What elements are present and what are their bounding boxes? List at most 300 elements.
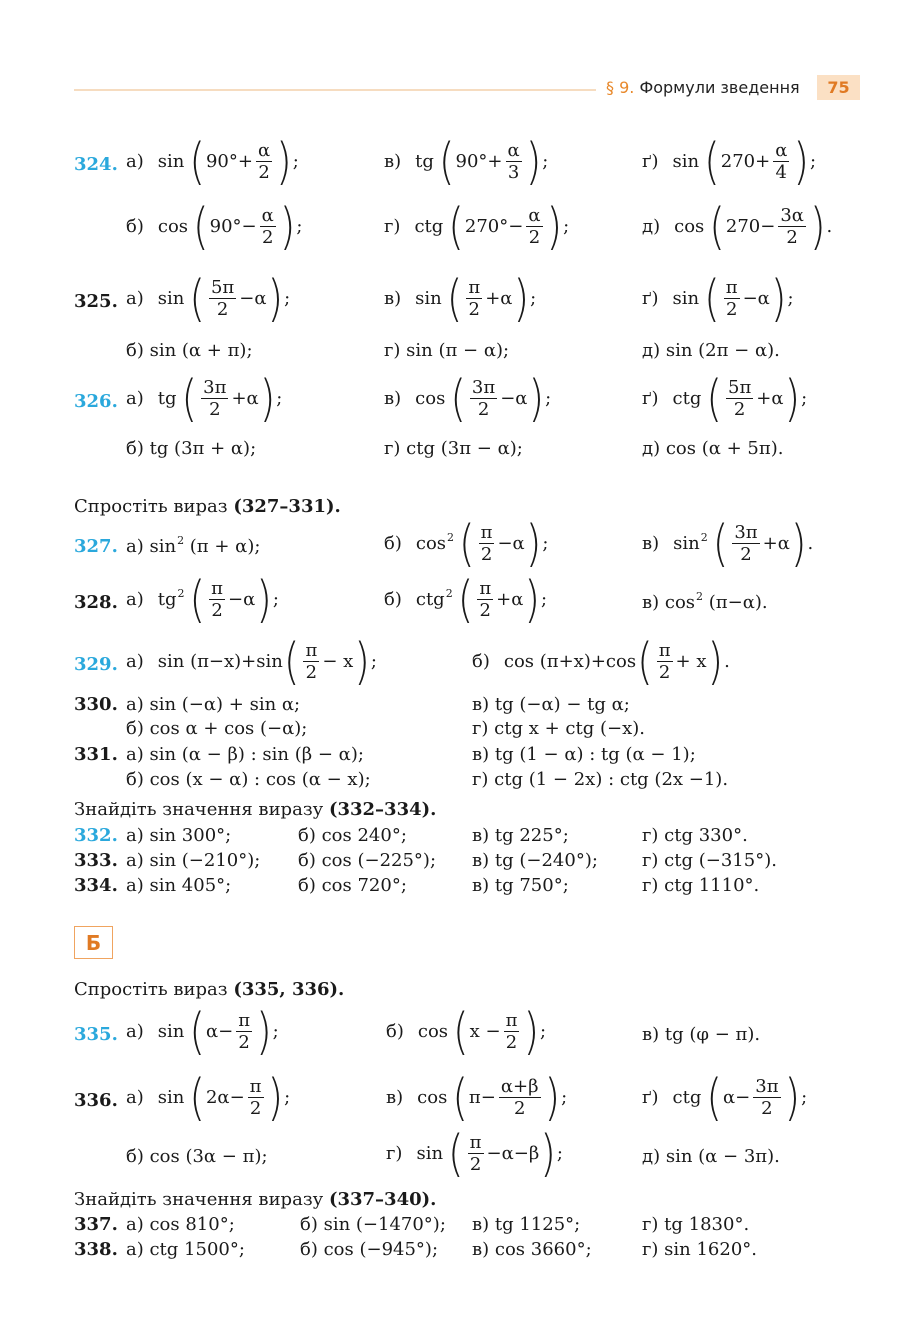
right-paren: )	[276, 132, 292, 191]
left-paren: (	[193, 197, 209, 256]
ex-332-a: а) sin 300°;	[126, 825, 232, 846]
punctuation: ;	[801, 388, 808, 409]
ex-338-a: а) ctg 1500°;	[126, 1239, 245, 1260]
punctuation: ;	[296, 216, 303, 237]
left-paren: (	[452, 1068, 468, 1127]
expr-pre: 90°+	[205, 151, 253, 172]
ex-334-a: а) sin 405°;	[126, 875, 232, 896]
left-paren: (	[446, 269, 463, 328]
expr-pre: 270+	[720, 151, 771, 172]
exercise-number-335: 335.	[74, 1024, 118, 1045]
punctuation: ;	[545, 388, 552, 409]
punctuation: ;	[284, 1087, 291, 1108]
numerator: π	[305, 640, 318, 661]
exponent-2: 2	[445, 587, 453, 600]
punctuation: ;	[542, 533, 549, 554]
item-label: д)	[642, 216, 661, 237]
numerator: α	[528, 205, 541, 226]
left-paren: (	[438, 132, 455, 191]
ex-327-v	[642, 514, 814, 573]
function-name: cos	[417, 1087, 448, 1108]
expr-post: −α	[227, 589, 256, 610]
numerator: 3π	[734, 522, 758, 543]
instruction-text: Спростіть вираз	[74, 979, 234, 1000]
right-paren: )	[793, 132, 809, 191]
ex-332-v: в) tg 225°;	[472, 825, 569, 846]
ex-330-b: б) cos α + cos (−α);	[126, 718, 308, 739]
function-name: cos	[415, 388, 446, 409]
denominator: 2	[725, 299, 738, 320]
numerator: π	[469, 1132, 482, 1153]
exponent-2: 2	[700, 531, 708, 544]
right-paren: )	[525, 132, 542, 191]
exercise-number-337: 337.	[74, 1214, 118, 1235]
denominator: 2	[740, 544, 752, 565]
right-paren: )	[540, 1124, 556, 1183]
instruction-simplify-1	[74, 496, 341, 517]
ex-338-b: б) cos (−945°);	[300, 1239, 439, 1260]
denominator: 3	[507, 162, 520, 183]
expr-post: +α	[756, 388, 784, 409]
item-label: г)	[384, 216, 401, 237]
ex-326-d: д) cos (α + 5π).	[642, 438, 784, 459]
expr-pre: 90°+	[455, 151, 503, 172]
fraction	[753, 1076, 780, 1119]
function-name: $\cos^2$	[415, 531, 455, 554]
punctuation: ;	[801, 1087, 808, 1108]
punctuation: ;	[292, 151, 299, 172]
numerator: 3π	[471, 377, 496, 398]
fraction	[506, 140, 522, 183]
denominator: 2	[468, 299, 480, 320]
expr-post: +α	[496, 589, 524, 610]
ex-330-v: в) tg (−α) − tg α;	[472, 694, 630, 715]
ex-328-a	[126, 570, 279, 629]
numerator: π	[505, 1010, 518, 1031]
ex-324-g1	[642, 132, 817, 191]
fraction	[499, 1076, 541, 1119]
ex-329-b	[472, 632, 730, 691]
level-b-badge: Б	[74, 926, 113, 959]
item-label: а)	[126, 651, 144, 672]
ex-337-g: г) tg 1830°.	[642, 1214, 750, 1235]
left-paren: (	[448, 197, 464, 256]
ex-334-b: б) cos 720°;	[298, 875, 407, 896]
ex-326-g: г) ctg (3π − α);	[384, 438, 523, 459]
exercise-number-331: 331.	[74, 744, 118, 765]
ex-331-v: в) tg (1 − α) : tg (α − 1);	[472, 744, 696, 765]
left-paren: (	[189, 269, 205, 328]
fraction	[778, 205, 806, 248]
ex-325-g: г) sin (π − α);	[384, 340, 510, 361]
denominator: 2	[658, 662, 671, 683]
left-paren: (	[709, 197, 725, 256]
function-name: cos	[674, 216, 705, 237]
numerator: π	[468, 277, 481, 298]
exercise-number-336: 336.	[74, 1090, 118, 1111]
left-paren: (	[189, 570, 206, 629]
ex-337-v: в) tg 1125°;	[472, 1214, 581, 1235]
left-paren: (	[457, 570, 474, 629]
punctuation: ;	[563, 216, 570, 237]
right-paren: )	[770, 269, 787, 328]
fraction	[468, 1132, 484, 1175]
ex-326-b: б) tg (3π + α);	[126, 438, 257, 459]
numerator: π	[238, 1010, 251, 1031]
function-name: sin	[672, 288, 700, 309]
fraction	[466, 277, 482, 320]
function-name: sin	[157, 1087, 185, 1108]
numerator: π	[249, 1076, 262, 1097]
left-paren: (	[706, 369, 722, 428]
ex-325-g1	[642, 269, 794, 328]
expr-pre: 90°−	[209, 216, 257, 237]
ex-330-g: г) ctg x + ctg (−x).	[472, 718, 645, 739]
punctuation: ;	[370, 651, 377, 672]
expr-post: +α	[231, 388, 259, 409]
function-name: sin	[157, 151, 185, 172]
header-rule	[74, 89, 596, 91]
denominator: 2	[261, 227, 274, 248]
fraction	[248, 1076, 264, 1119]
item-label: б)	[126, 216, 144, 237]
item-label: в)	[384, 288, 402, 309]
denominator: 2	[216, 299, 229, 320]
ex-336-b: б) cos (3α − π);	[126, 1146, 268, 1167]
item-label: б)	[472, 651, 490, 672]
fraction	[504, 1010, 520, 1053]
section-title: Формули зведення	[639, 78, 800, 97]
denominator: 2	[505, 1032, 518, 1053]
item-label: в)	[386, 1087, 404, 1108]
expr-pre: x −	[469, 1021, 501, 1042]
denominator: 2	[209, 399, 221, 420]
function-name: ctg	[672, 1087, 702, 1108]
numerator: 5π	[210, 277, 235, 298]
denominator: 2	[211, 600, 223, 621]
right-paren: )	[790, 514, 807, 573]
right-paren: )	[354, 632, 370, 691]
expr-post: −α	[239, 288, 267, 309]
expr-lead: sin (π−x)+sin	[157, 651, 283, 672]
ex-338-g: г) sin 1620°.	[642, 1239, 758, 1260]
page-number: 75	[817, 75, 860, 100]
function-name: cos	[417, 1021, 449, 1042]
item-label: ґ)	[642, 288, 659, 309]
punctuation: ;	[541, 589, 548, 610]
ex-326-v	[384, 369, 552, 428]
ex-325-v	[384, 269, 537, 328]
fraction	[479, 522, 495, 565]
instruction-find-1	[74, 799, 436, 820]
right-paren: )	[279, 197, 296, 256]
left-paren: (	[283, 632, 300, 691]
ex-325-a	[126, 269, 291, 328]
instruction-range: (335, 336).	[233, 979, 345, 1000]
expr-pre: α−	[205, 1021, 234, 1042]
denominator: 2	[469, 1154, 482, 1175]
exercise-number-330: 330.	[74, 694, 118, 715]
function-name: ctg$^2$	[415, 587, 453, 610]
punctuation: ;	[561, 1087, 568, 1108]
denominator: 2	[477, 399, 490, 420]
denominator: 2	[761, 1098, 773, 1119]
fraction	[526, 205, 542, 248]
numerator: π	[479, 578, 492, 599]
expr-pre: α−	[723, 1087, 751, 1108]
left-paren: (	[189, 1068, 205, 1127]
ex-336-a	[126, 1068, 291, 1127]
denominator: 2	[479, 600, 491, 621]
ex-325-b: б) sin (α + π);	[126, 340, 253, 361]
fraction	[209, 277, 236, 320]
numerator: π	[658, 640, 671, 661]
fraction	[236, 1010, 252, 1053]
expr-post: +α	[485, 288, 513, 309]
denominator: 4	[775, 162, 787, 183]
punctuation: ;	[530, 288, 537, 309]
ex-324-a	[126, 132, 299, 191]
expr-pre: 270°−	[464, 216, 524, 237]
item-label: в)	[384, 388, 402, 409]
punctuation: ;	[272, 1021, 279, 1042]
ex-335-v: в) tg (φ − π).	[642, 1024, 761, 1045]
function-name: cos	[157, 216, 189, 237]
fraction	[477, 578, 493, 621]
expr-post: − x	[322, 651, 354, 672]
item-label: ґ)	[642, 1087, 659, 1108]
expr-pre: 2α−	[205, 1087, 245, 1108]
expr-pre: π−	[468, 1087, 496, 1108]
function-name: sin	[157, 288, 185, 309]
punctuation: ;	[276, 388, 283, 409]
function-name: ctg	[414, 216, 444, 237]
exercise-number-324: 324.	[74, 154, 118, 175]
left-paren: (	[459, 514, 475, 573]
right-paren: )	[256, 570, 272, 629]
ex-337-b: б) sin (−1470°);	[300, 1214, 446, 1235]
function-name: $tg^2$	[157, 587, 185, 610]
denominator: 2	[480, 544, 493, 565]
left-paren: (	[189, 1002, 205, 1061]
exercise-number-327: 327.	[74, 536, 118, 557]
ex-326-a	[126, 369, 283, 428]
section-number: § 9.	[606, 78, 635, 97]
punctuation: ;	[556, 1143, 563, 1164]
left-paren: (	[189, 132, 205, 191]
fraction	[724, 277, 740, 320]
right-paren: )	[707, 632, 724, 691]
exponent-2: 2	[696, 590, 704, 603]
exercise-number-333: 333.	[74, 850, 118, 871]
fraction	[201, 377, 228, 420]
exercise-number-325: 325.	[74, 291, 118, 312]
exercise-number-334: 334.	[74, 875, 118, 896]
fraction	[303, 640, 319, 683]
ex-324-g	[384, 197, 570, 256]
ex-331-g: г) ctg (1 − 2x) : ctg (2x −1).	[472, 769, 729, 790]
punctuation: .	[826, 216, 833, 237]
expr-post: −α	[497, 533, 525, 554]
exponent-2: 2	[447, 531, 455, 544]
numerator: 5π	[728, 377, 752, 398]
ex-335-a	[126, 1002, 279, 1061]
item-label: а)	[126, 151, 144, 172]
expr-post: −α	[500, 388, 528, 409]
ex-335-b	[386, 1002, 547, 1061]
exercise-number-332: 332.	[74, 825, 118, 846]
ex-327-a: а) $\sin^2 (\pi + \alpha)$;	[126, 534, 261, 557]
ex-327-b	[384, 514, 549, 573]
ex-324-v	[384, 132, 549, 191]
right-paren: )	[528, 369, 545, 428]
denominator: 2	[786, 227, 798, 248]
exercise-number-329: 329.	[74, 654, 118, 675]
ex-333-a: а) sin (−210°);	[126, 850, 261, 871]
right-paren: )	[524, 570, 541, 629]
item-label: в)	[384, 151, 402, 172]
function-name: sin	[415, 288, 442, 309]
instruction-text: Знайдіть значення виразу	[74, 799, 329, 820]
ex-331-b: б) cos (x − α) : cos (α − x);	[126, 769, 371, 790]
punctuation: ;	[787, 288, 794, 309]
ex-334-v: в) tg 750°;	[472, 875, 569, 896]
denominator: 2	[258, 162, 270, 183]
ex-331-a: а) sin (α − β) : sin (β − α);	[126, 744, 364, 765]
ex-324-b	[126, 197, 303, 256]
expr-post: −α	[742, 288, 770, 309]
function-name: sin	[672, 151, 700, 172]
instruction-range: (337–340).	[328, 1189, 437, 1210]
item-label: а)	[126, 388, 144, 409]
numerator: α	[507, 140, 520, 161]
numerator: 3α	[780, 205, 804, 226]
item-label: г)	[386, 1143, 403, 1164]
ex-325-d: д) sin (2π − α).	[642, 340, 780, 361]
fraction	[657, 640, 673, 683]
exercise-number-326: 326.	[74, 391, 118, 412]
function-name: sin	[157, 1021, 185, 1042]
ex-336-g	[386, 1124, 563, 1183]
right-paren: )	[259, 369, 276, 428]
ex-333-v: в) tg (−240°);	[472, 850, 598, 871]
ex-328-v: в) $\cos^2 (\pi-\alpha)$.	[642, 590, 768, 613]
numerator: π	[211, 578, 223, 599]
instruction-simplify-2	[74, 979, 344, 1000]
punctuation: ;	[284, 288, 291, 309]
fraction	[470, 377, 497, 420]
item-label: а)	[126, 1087, 144, 1108]
ex-329-a	[126, 632, 377, 691]
left-paren: (	[712, 514, 729, 573]
function-name: $\sin^2$	[673, 531, 708, 554]
left-paren: (	[637, 632, 653, 691]
denominator: 2	[733, 399, 746, 420]
expr-pre: 270−	[725, 216, 776, 237]
right-paren: )	[256, 1002, 272, 1061]
right-paren: )	[544, 1068, 561, 1127]
punctuation: ;	[809, 151, 817, 172]
fraction	[260, 205, 276, 248]
item-label: ґ)	[642, 388, 659, 409]
instruction-text: Спростіть вираз	[74, 496, 234, 517]
denominator: 2	[513, 1098, 526, 1119]
ex-328-b	[384, 570, 548, 629]
punctuation: .	[807, 533, 814, 554]
fraction	[732, 522, 759, 565]
numerator: α	[261, 205, 274, 226]
ex-326-g1	[642, 369, 808, 428]
left-paren: (	[704, 269, 720, 328]
denominator: 2	[238, 1032, 250, 1053]
ex-324-d	[642, 197, 833, 256]
right-paren: )	[784, 369, 801, 428]
instruction-text: Знайдіть значення виразу	[74, 1189, 329, 1210]
numerator: α+β	[500, 1076, 539, 1097]
left-paren: (	[706, 1068, 722, 1127]
right-paren: )	[546, 197, 563, 256]
left-paren: (	[453, 1002, 469, 1061]
item-label: в)	[642, 533, 660, 554]
numerator: α	[775, 140, 788, 161]
right-paren: )	[523, 1002, 540, 1061]
function-name: ctg	[672, 388, 702, 409]
punctuation: .	[724, 651, 730, 672]
ex-332-g: г) ctg 330°.	[642, 825, 748, 846]
ex-330-a: а) sin (−α) + sin α;	[126, 694, 301, 715]
instruction-find-2	[74, 1189, 436, 1210]
right-paren: )	[267, 269, 284, 328]
expr-post: +α	[762, 533, 790, 554]
denominator: 2	[249, 1098, 262, 1119]
numerator: 3π	[203, 377, 227, 398]
instruction-range: (332–334).	[328, 799, 437, 820]
item-label: а)	[126, 589, 144, 610]
exercise-number-338: 338.	[74, 1239, 118, 1260]
left-paren: (	[704, 132, 720, 191]
right-paren: )	[513, 269, 530, 328]
denominator: 2	[305, 662, 318, 683]
ex-336-v	[386, 1068, 568, 1127]
expr-post: −α−β	[486, 1143, 540, 1164]
right-paren: )	[525, 514, 542, 573]
item-label: б)	[384, 589, 402, 610]
fraction	[256, 140, 272, 183]
item-label: а)	[126, 1021, 144, 1042]
item-label: ґ)	[642, 151, 659, 172]
fraction	[209, 578, 225, 621]
exponent-2: 2	[177, 534, 185, 547]
function-name: sin	[416, 1143, 444, 1164]
punctuation: ;	[540, 1021, 547, 1042]
ex-336-g1	[642, 1068, 808, 1127]
expr-post: + x	[675, 651, 707, 672]
item-label: б)	[384, 533, 402, 554]
punctuation: ;	[542, 151, 549, 172]
ex-337-a: а) cos 810°;	[126, 1214, 235, 1235]
expr-lead: cos (π+x)+cos	[503, 651, 637, 672]
item-label: б)	[386, 1021, 404, 1042]
ex-333-g: г) ctg (−315°).	[642, 850, 777, 871]
exercise-number-328: 328.	[74, 592, 118, 613]
instruction-range: (327–331).	[233, 496, 341, 517]
item-label: а)	[126, 288, 144, 309]
right-paren: )	[809, 197, 826, 256]
punctuation: ;	[272, 589, 279, 610]
numerator: π	[725, 277, 738, 298]
function-name: tg	[157, 388, 177, 409]
ex-334-g: г) ctg 1110°.	[642, 875, 760, 896]
